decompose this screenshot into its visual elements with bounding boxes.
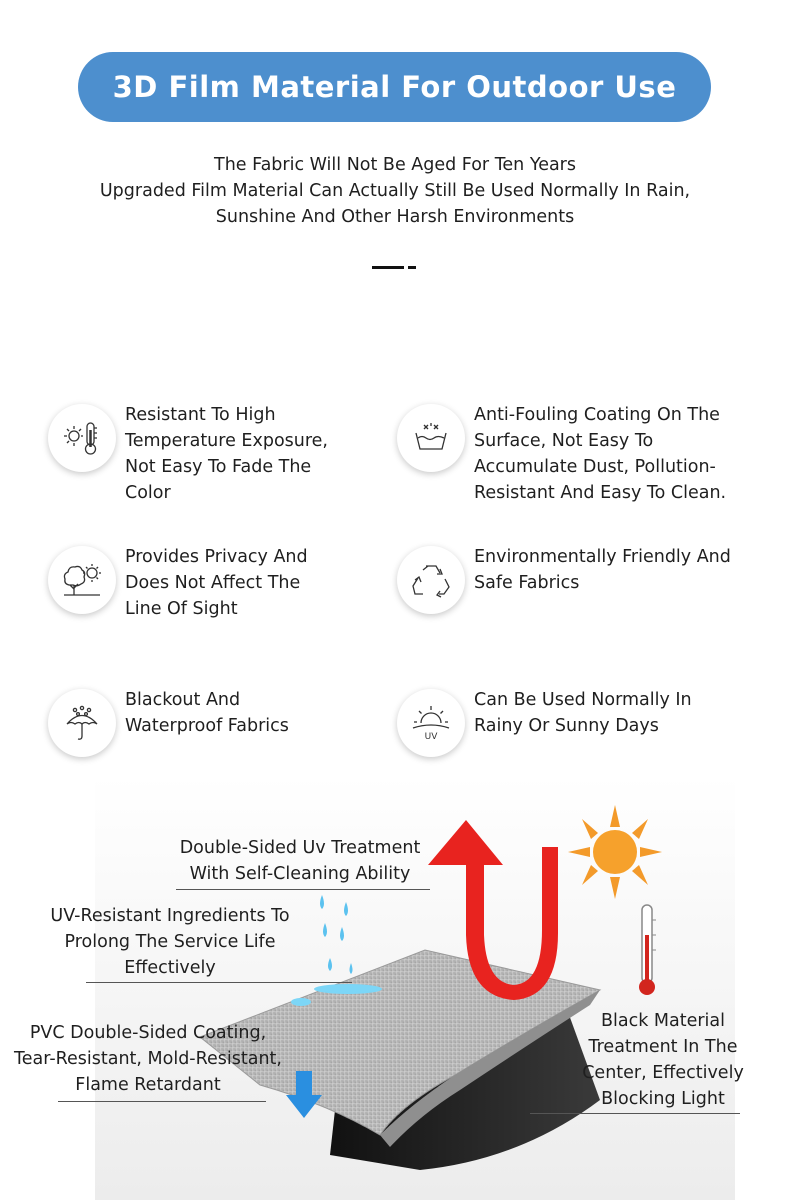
sun-icon xyxy=(568,805,662,899)
feature-eco-friendly xyxy=(397,546,731,614)
callout-line: Blocking Light xyxy=(601,1089,725,1109)
feature-line: Anti-Fouling Coating On The xyxy=(474,405,720,425)
callout-leader-line xyxy=(58,1101,266,1102)
divider-dot xyxy=(408,266,416,269)
callout-line: Center, Effectively xyxy=(582,1063,744,1083)
feature-text xyxy=(125,544,308,622)
feature-line: Temperature Exposure, xyxy=(125,431,328,451)
feature-rain-sun-use xyxy=(397,689,692,757)
feature-line: Resistant And Easy To Clean. xyxy=(474,483,727,503)
feature-line: Waterproof Fabrics xyxy=(125,716,289,736)
feature-privacy xyxy=(48,546,308,622)
feature-line: Provides Privacy And xyxy=(125,547,308,567)
callout-double-sided-uv xyxy=(172,835,428,887)
feature-text xyxy=(474,687,692,739)
callout-leader-line xyxy=(86,982,352,983)
material-diagram xyxy=(0,775,790,1200)
feature-text xyxy=(474,544,731,596)
feature-line: Does Not Affect The xyxy=(125,573,301,593)
feature-line: Can Be Used Normally In xyxy=(474,690,692,710)
callout-line: Prolong The Service Life xyxy=(64,932,276,952)
divider-dash xyxy=(372,266,404,269)
callout-line: Effectively xyxy=(124,958,216,978)
callout-line: Treatment In The xyxy=(588,1037,738,1057)
callout-leader-line xyxy=(530,1113,740,1114)
feature-line: Accumulate Dust, Pollution- xyxy=(474,457,716,477)
feature-text xyxy=(474,402,726,506)
uv-label: UV xyxy=(424,732,438,742)
feature-line: Color xyxy=(125,483,171,503)
callout-line: Double-Sided Uv Treatment xyxy=(179,838,421,858)
callout-line: With Self-Cleaning Ability xyxy=(189,864,411,884)
callout-line: Flame Retardant xyxy=(75,1075,221,1095)
subtitle xyxy=(0,152,790,230)
title-banner xyxy=(78,52,711,122)
wash-basin-icon xyxy=(397,404,465,472)
thermometer-sun-icon xyxy=(48,404,116,472)
feature-line: Rainy Or Sunny Days xyxy=(474,716,659,736)
callout-uv-resistant xyxy=(40,903,300,981)
subtitle-line: Sunshine And Other Harsh Environments xyxy=(215,207,575,227)
feature-line: Environmentally Friendly And xyxy=(474,547,731,567)
callout-line: PVC Double-Sided Coating, xyxy=(29,1023,267,1043)
feature-line: Not Easy To Fade The xyxy=(125,457,312,477)
callout-black-material xyxy=(578,1008,748,1112)
callout-leader-line xyxy=(176,889,430,890)
feature-heat-resistant xyxy=(48,404,328,506)
callout-line: UV-Resistant Ingredients To xyxy=(50,906,290,926)
tree-sun-icon xyxy=(48,546,116,614)
feature-line: Surface, Not Easy To xyxy=(474,431,654,451)
feature-text xyxy=(125,402,328,506)
feature-line: Safe Fabrics xyxy=(474,573,580,593)
recycle-icon xyxy=(397,546,465,614)
callout-line: Black Material xyxy=(600,1011,725,1031)
uv-sun-icon xyxy=(397,689,465,757)
feature-blackout-waterproof xyxy=(48,689,289,757)
subtitle-line: Upgraded Film Material Can Actually Still Be Used Normally In Rain, xyxy=(99,181,691,201)
page-title: 3D Film Material For Outdoor Use xyxy=(112,70,677,104)
feature-line: Blackout And xyxy=(125,690,241,710)
callout-pvc-coating xyxy=(5,1020,291,1098)
feature-text xyxy=(125,687,289,739)
umbrella-rain-icon xyxy=(48,689,116,757)
feature-anti-fouling xyxy=(397,404,726,506)
callout-line: Tear-Resistant, Mold-Resistant, xyxy=(14,1049,282,1069)
feature-line: Line Of Sight xyxy=(125,599,238,619)
subtitle-line: The Fabric Will Not Be Aged For Ten Years xyxy=(214,155,576,175)
feature-line: Resistant To High xyxy=(125,405,276,425)
